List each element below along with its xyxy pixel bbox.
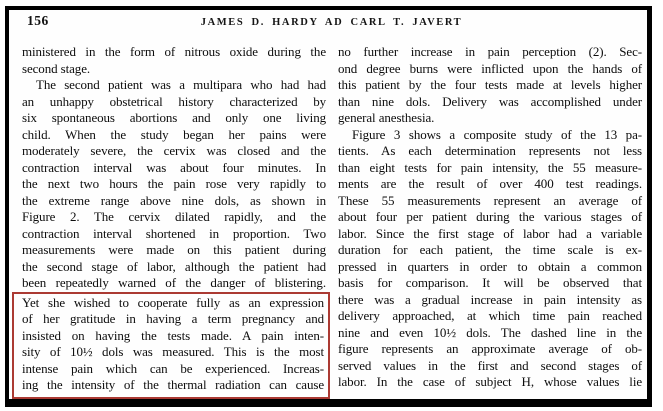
text-line: labor. Since the first stage of labor had a variable	[338, 225, 642, 241]
left-column-text	[22, 44, 326, 292]
text-line: basis for comparison. It will be observed that	[338, 275, 642, 290]
text-line: Figure 2. The cervix dilated rapidly, and the	[22, 209, 326, 224]
text-line: the extreme range above nine dols, as shown in	[22, 192, 326, 208]
text-line: delivery approached, at which time pain reached	[338, 308, 642, 323]
text-line: The second patient was a multipara who had had	[36, 77, 326, 92]
text-line: pressed in quarters in order to obtain a common	[338, 258, 642, 274]
text-line: than eight tests for pain intensity, the 55 measure-	[338, 159, 642, 175]
text-line: an unhappy obstetrical history characterized by	[22, 93, 326, 109]
text-line: of her gratitude in having a term pregnancy and	[22, 311, 324, 326]
running-title: JAMES D. HARDY AD CARL T. JAVERT	[200, 17, 463, 28]
text-line: about four per patient during the various stages of	[338, 209, 642, 224]
text-line: These 55 measurements represent an average of	[338, 192, 642, 208]
text-line: figure represents an approximate average of ob-	[338, 341, 642, 356]
text-line: six spontaneous abortions and only one living	[22, 110, 326, 125]
right-column	[338, 44, 642, 391]
text-line: duration for each patient, the time scale is ex-	[338, 242, 642, 257]
text-line: been repeatedly warned of the danger of blistering.	[22, 275, 326, 290]
left-column	[22, 44, 326, 399]
text-line: contraction interval was about four minutes. In	[22, 159, 326, 175]
text-line: ments are the result of over 400 test readings.	[338, 176, 642, 191]
text-line: general anesthesia.	[338, 110, 435, 125]
text-line: this patient by the four tests made at levels higher	[338, 77, 642, 92]
text-line: than nine dols. Delivery was accomplished under	[338, 93, 642, 109]
text-line: the second stage of labor, although the patient had	[22, 258, 326, 274]
highlight-box	[12, 292, 330, 399]
page-number: 156	[27, 13, 49, 28]
text-line: Figure 3 shows a composite study of the 13 pa-	[352, 126, 642, 142]
text-line: second stage.	[22, 60, 91, 76]
text-line: intense pain which can be experienced. Increas-	[22, 360, 324, 376]
text-line: labor. In the case of subject H, whose values lie	[338, 374, 642, 389]
text-line: Yet she wished to cooperate fully as an expression	[22, 294, 324, 310]
text-line: tients. As each determination represents not less	[338, 143, 642, 158]
text-line: nine and even 10½ dols. The dashed line in the	[338, 324, 642, 340]
text-line: served values in the first and second stages of	[338, 357, 642, 373]
text-line: moderately severe, the cervix was closed and the	[22, 143, 326, 158]
text-line: there was a gradual increase in pain intensity as	[338, 291, 642, 307]
text-line: contraction interval shortened in proportion. Two	[22, 225, 326, 241]
text-line: ond degree burns were inflicted upon the hands of	[338, 60, 642, 76]
text-line: child. When the study began her pains were	[22, 126, 326, 142]
text-line: no further increase in pain perception (2). Sec-	[338, 44, 642, 59]
text-line: sity of 10½ dols was measured. This is the most	[22, 344, 324, 359]
text-line: the next two hours the pain rose very rapidly to	[22, 176, 326, 191]
text-line: insisted on having the tests made. A pain inten-	[22, 327, 324, 343]
text-line: ministered in the form of nitrous oxide during the	[22, 44, 326, 59]
text-line: ing the intensity of the thermal radiation can cause	[22, 377, 324, 392]
text-line: measurements were made on this patient during	[22, 242, 326, 257]
